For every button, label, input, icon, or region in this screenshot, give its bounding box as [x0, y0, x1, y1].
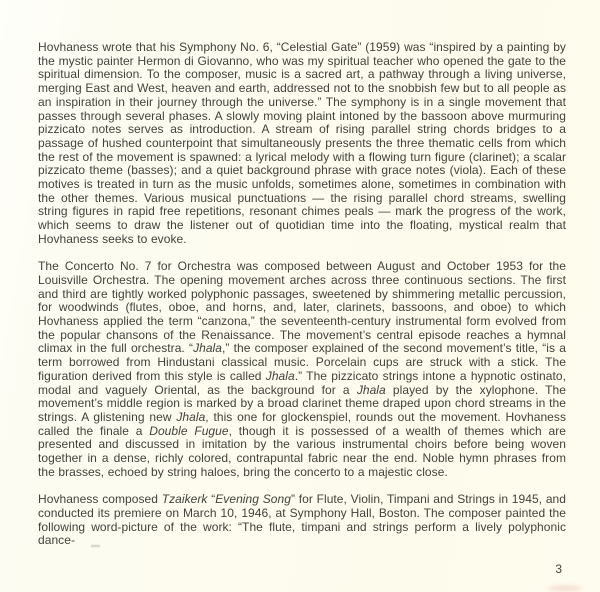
scan-smudge-bottom-right	[548, 586, 582, 591]
paragraph-concerto-no-7: The Concerto No. 7 for Orchestra was composed between August and October 1953 for the Louisville Orchestra. The opening movement arches across three continuous sections. The first and third are tightly worked polyphonic passages, sweetened by shimmering metallic percussion, for woodwinds (flutes, oboe, and horns, and, later, clarinets, bassoons, and oboe) to which Hovhaness applied the term “canzona,” the seventeenth-century instrumental form evolved from the popular chansons of the Renaissance. The movement’s central episode reaches a hymnal climax in the full orchestra. “Jhala,” the composer explained of the second movement’s title, “is a term borrowed from Hindustani classical music. Porcelain cups are struck with a stick. The figuration derived from this style is called Jhala.” The pizzicato strings intone a hypnotic ostinato, modal and vaguely Oriental, as the background for a Jhala played by the xylophone. The movement’s middle region is marked by a broad clarinet theme draped upon chord streams in the strings. A glistening new Jhala, this one for glockenspiel, rounds out the movement. Hovhaness called the finale a Double Fugue, though it is possessed of a wealth of themes which are presented and discussed in imitation by the various instrumental choirs before being woven together in a dense, richly colored, contrapuntal fabric near the end. Noble hymn phrases from the brasses, echoed by string haloes, bring the concerto to a majestic close.	[38, 259, 567, 479]
paragraph-symphony-no-6: Hovhaness wrote that his Symphony No. 6, “Celestial Gate” (1959) was “inspired by a painting by the mystic painter Hermon di Giovanno, who was my spiritual teacher who opened the gate to the spiritual dimension. To the composer, music is a sacred art, a pathway through a living universe, merging East and West, heaven and earth, addressed not to the snobbish few but to all people as an inspiration in their journey through the universe.” The symphony is in a single movement that passes through several phases. A slowly moving plaint intoned by the bassoon above murmuring pizzicato notes serves as introduction. A stream of rising parallel string chords bridges to a passage of hushed counterpoint that simultaneously presents the three thematic cells from which the rest of the movement is spawned: a lyrical melody with a flowing turn figure (clarinet); a scalar pizzicato theme (basses); and a quiet background phrase with grace notes (viola). Each of these motives is treated in turn as the music unfolds, sometimes alone, sometimes in combination with the other themes. Various musical punctuations — the rising parallel chord streams, swelling string figures in rapid free repetitions, resonant chimes peals — mark the progress of the work, which seems to draw the listener out of quotidian time into the floating, mystical realm that Hovhaness seeks to evoke.	[38, 40, 566, 246]
page-number: 3	[555, 562, 562, 576]
paragraph-tzaikerk: Hovhaness composed Tzaikerk “Evening Song” for Flute, Violin, Timpani and Strings in 1945, and conducted its premiere on March 10, 1946, at Symphony Hall, Boston. The composer painted the following word-picture of the work: “The flute, timpani and strings perform a lively polyphonic dance-	[38, 492, 566, 548]
liner-notes-text	[38, 41, 566, 548]
